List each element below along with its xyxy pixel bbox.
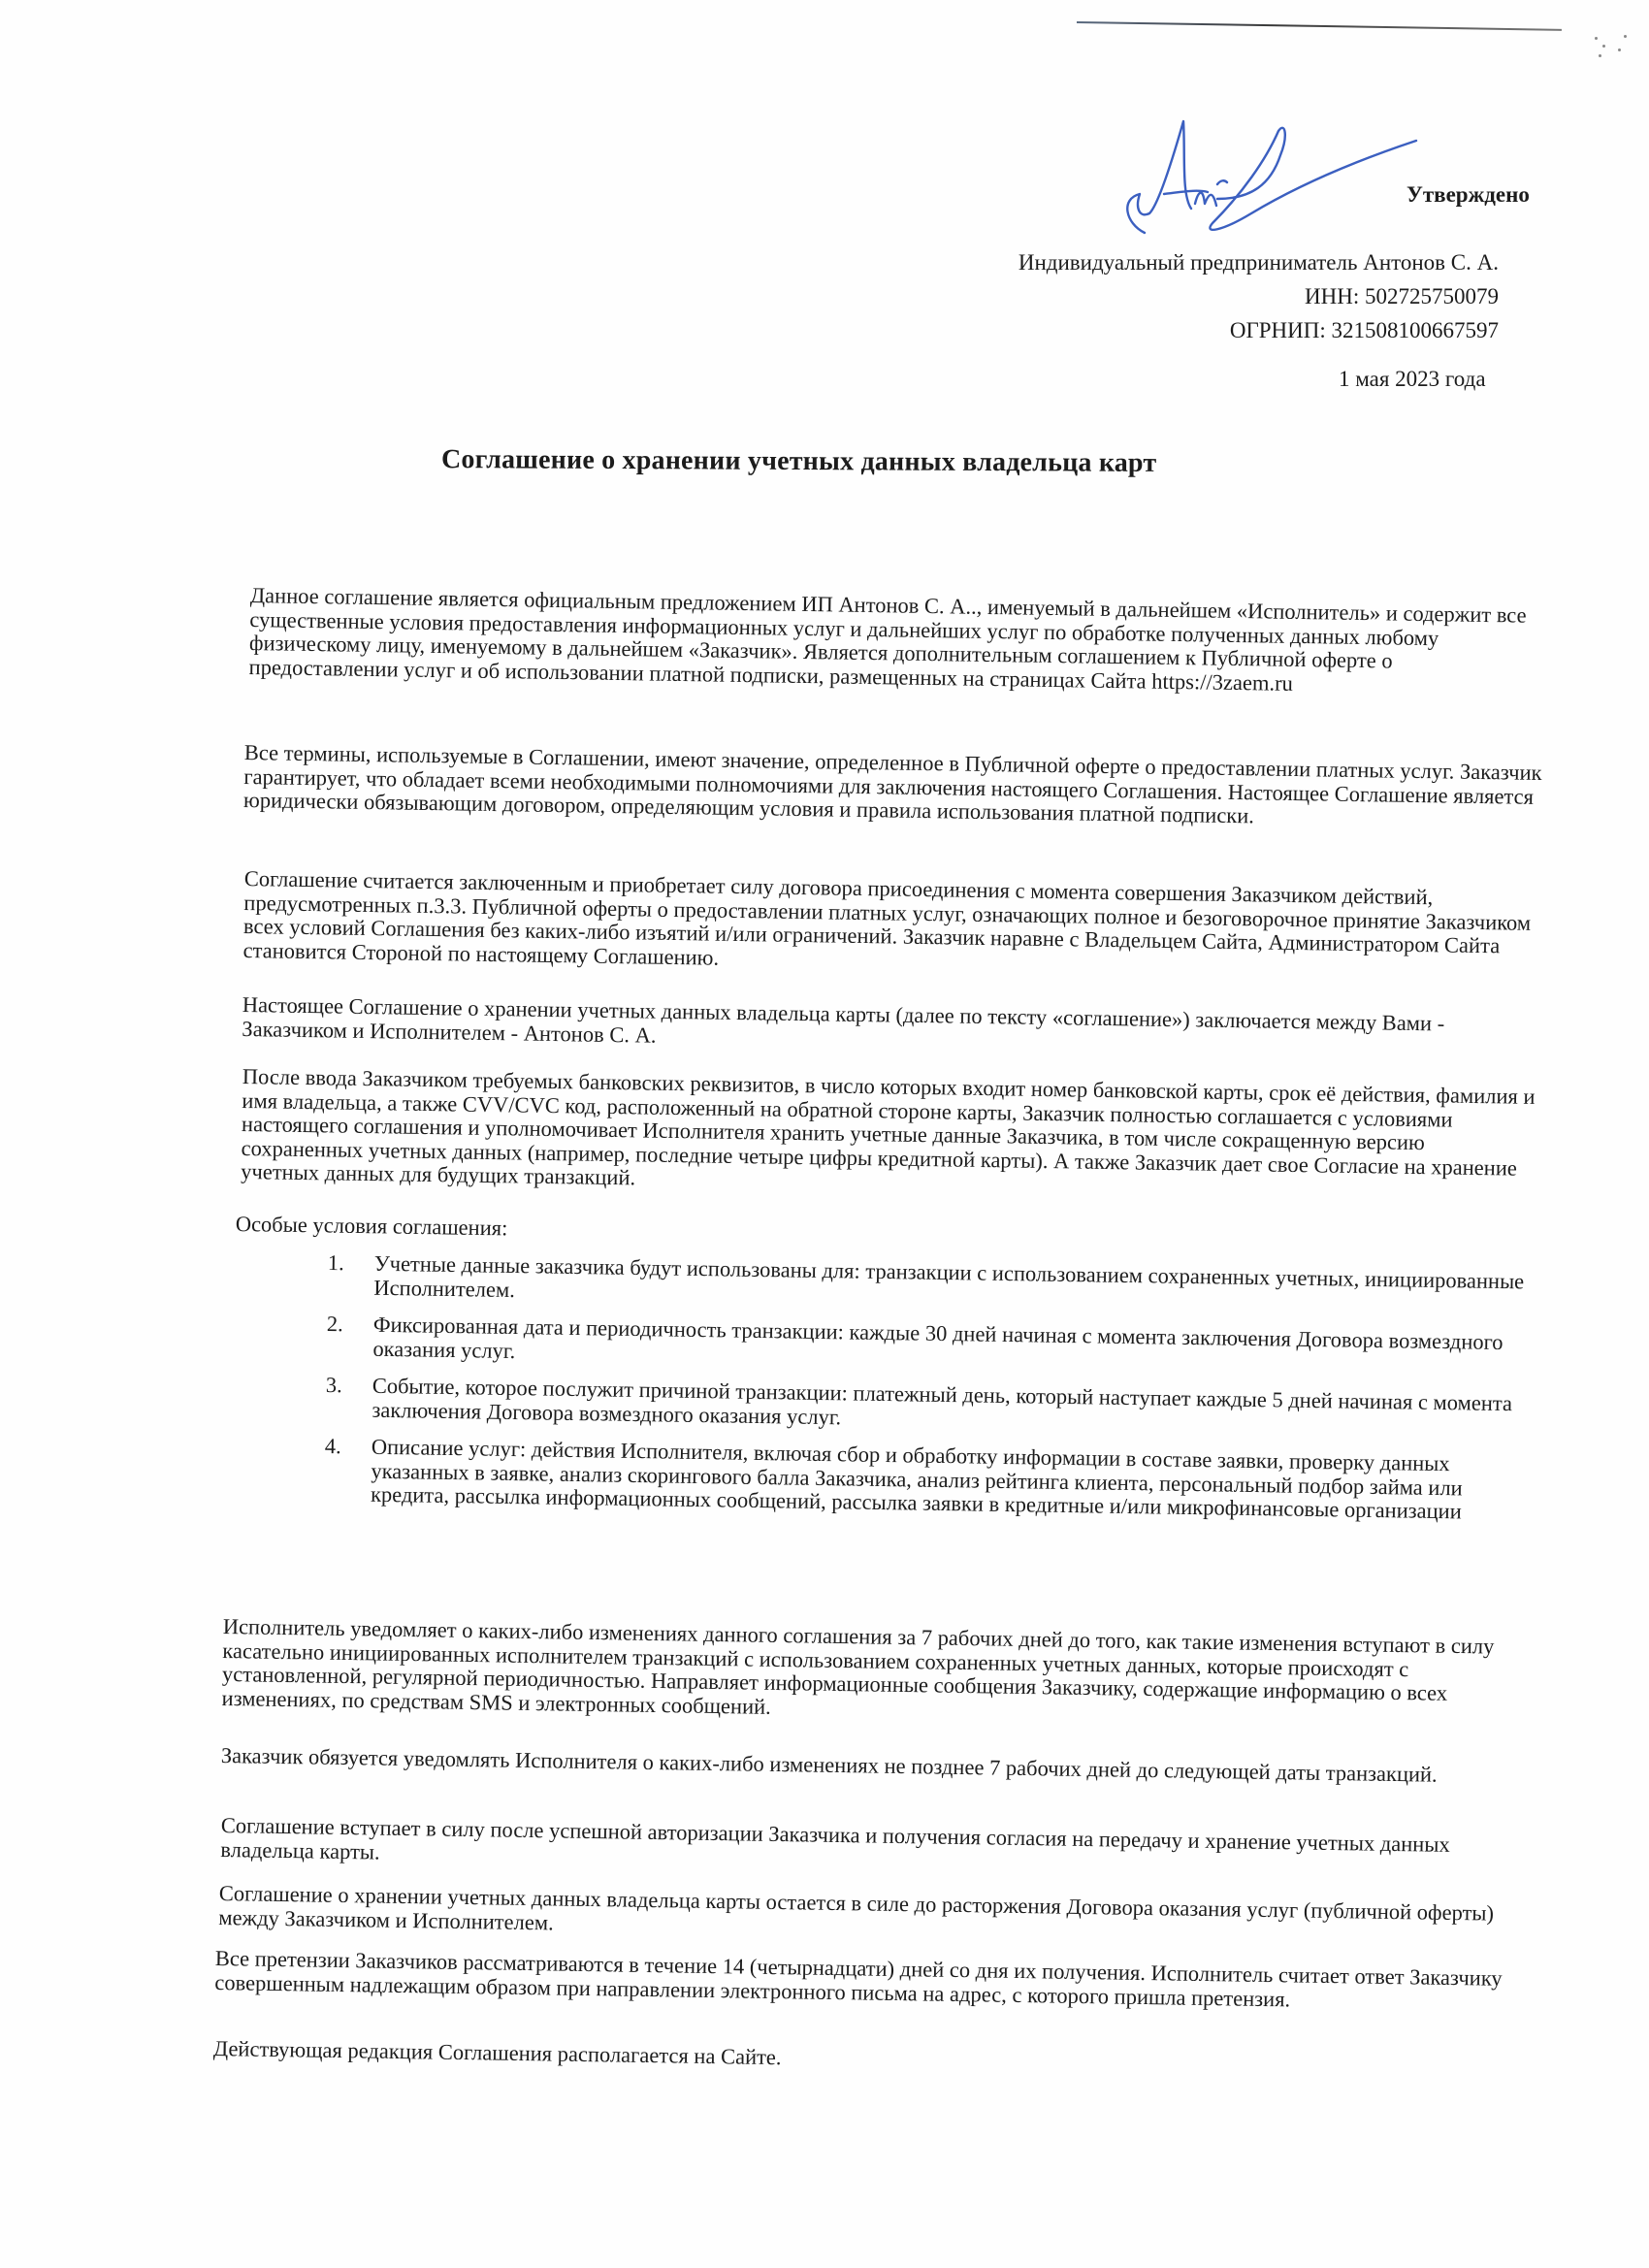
- list-text: Событие, которое послужит причиной транзакции: платежный день, который наступает каждые 5 дней начиная с момента заключения Договора возмездного оказания услуг.: [372, 1373, 1513, 1429]
- list-text: Учетные данные заказчика будут использованы для: транзакции с использованием сохраненных учетных, инициированные Исполнителем.: [373, 1250, 1525, 1302]
- list-number: 2.: [326, 1311, 343, 1337]
- paragraph-text: Все термины, используемые в Соглашении, имеют значение, определенное в Публичной оферте о предоставлении платных услуг. Заказчик гарантирует, что обладает всеми необходимыми полномочиями для заключения настоящего Соглашения. Настоящее Соглашение является юридически обязывающим договором, определяющим условия и правила использования платной подписки.: [242, 740, 1542, 828]
- paragraph-card-data: [241, 1065, 1542, 1205]
- approved-label: Утверждено: [1406, 182, 1530, 207]
- signature-icon: [1106, 116, 1426, 243]
- paragraph-customer-obligation: [221, 1744, 1545, 1789]
- paragraph-text: После ввода Заказчиком требуемых банковских реквизитов, в число которых входит номер банковской карты, срок её действия, фамилия и имя владельца, а также CVV/CVC код, расположенный на обратной стороне карты, Заказчик полностью соглашается с условиями настоящего соглашения и уполномочивает Исполнителя хранить учетные данные Заказчика, в том числе сокращенную версию сохраненных учетных данных (например, последние четыре цифры кредитной карты). А также Заказчик дает свое Согласие на хранение учетных данных для будущих транзакций.: [241, 1064, 1536, 1190]
- paragraph-notification: [221, 1615, 1546, 1731]
- list-text: Фиксированная дата и периодичность транзакции: каждые 30 дней начиная с момента заключения Договора возмездного оказания услуг.: [372, 1312, 1504, 1363]
- paragraph-intro: [248, 584, 1539, 699]
- paragraph-text: Исполнитель уведомляет о каких-либо изменениях данного соглашения за 7 рабочих дней до того, как такие изменения вступают в силу касательно инициированных исполнителем транзакций с использованием сохраненных учетных данных, которые происходят с установленной, регулярной периодичностью. Направляет информационные сообщения Заказчику, содержащие информацию о всех изменениях, по средствам SMS и электронных сообщений.: [221, 1614, 1495, 1719]
- inn-number: ИНН: 502725750079: [1305, 284, 1499, 308]
- list-item: [325, 1374, 1529, 1440]
- list-number: 4.: [324, 1433, 341, 1459]
- paragraph-validity: [218, 1882, 1543, 1950]
- list-item: [326, 1312, 1530, 1378]
- paragraph-claims: [214, 1947, 1549, 2016]
- paragraph-current-edition: [213, 2037, 1086, 2075]
- list-number: 3.: [325, 1372, 342, 1398]
- paragraph-text: Заказчик обязуется уведомлять Исполнителя о каких-либо изменениях не позднее 7 рабочих дней до следующей даты транзакций.: [220, 1743, 1438, 1787]
- paragraph-terms: [243, 741, 1544, 833]
- paragraph-parties: [242, 993, 1542, 1061]
- paragraph-text: Соглашение о хранении учетных данных владельца карты остается в силе до расторжения Договора оказания услуг (публичной оферты) между Заказчиком и Исполнителем.: [218, 1881, 1495, 1934]
- paragraph-text: Действующая редакция Соглашения располагается на Сайте.: [212, 2036, 782, 2070]
- list-text: Описание услуг: действия Исполнителя, включая сбор и обработку информации в составе заявки, проверку данных указанных в заявке, анализ скорингового балла Заказчика, анализ рейтинга клиента, персональный подбор займа или кредита, рассылка информационных сообщений, рассылка заявки в кредитные и/или микрофинансовые организации: [370, 1434, 1463, 1524]
- list-item: [324, 1435, 1528, 1525]
- scan-edge-line: [1077, 21, 1562, 31]
- scan-noise: [1591, 29, 1630, 68]
- list-item: [327, 1251, 1531, 1317]
- document-title: Соглашение о хранении учетных данных владельца карт: [440, 444, 1157, 478]
- special-conditions-heading: [236, 1213, 818, 1246]
- header-requisites: [1018, 245, 1499, 347]
- special-conditions-list: [324, 1251, 1531, 1539]
- paragraph-text: Особые условия соглашения:: [235, 1212, 508, 1241]
- paragraph-text: Настоящее Соглашение о хранении учетных данных владельца карты (далее по тексту «соглашение») заключается между Вами - Заказчиком и Исполнителем - Антонов С. А.: [242, 992, 1445, 1048]
- paragraph-text: Данное соглашение является официальным предложением ИП Антонов С. А.., именуемый в дальнейшем «Исполнитель» и содержит все существенные условия предоставления информационных услуг и дальнейших услуг по обработке полученных данных любому физическому лицу, именуемому в дальнейшем «Заказчик». Является дополнительным соглашением к Публичной оферте о предоставлении услуг и об использовании платной подписки, размещенных на страницах Сайта https://3zaem.ru: [248, 583, 1527, 696]
- paragraph-effective: [220, 1814, 1545, 1882]
- entrepreneur-name: Индивидуальный предприниматель Антонов С. А.: [1018, 250, 1499, 275]
- list-number: 1.: [327, 1250, 344, 1276]
- paragraph-conclusion: [242, 867, 1543, 983]
- document-date: 1 мая 2023 года: [1339, 367, 1486, 391]
- paragraph-text: Все претензии Заказчиков рассматриваются в течение 14 (четырнадцати) дней со дня их получения. Исполнитель считает ответ Заказчику совершенным надлежащим образом при направлении электронного письма на адрес, с которого пришла претензия.: [214, 1946, 1503, 2011]
- ogrnip-number: ОГРНИП: 321508100667597: [1229, 318, 1499, 342]
- paragraph-text: Соглашение вступает в силу после успешной авторизации Заказчика и получения согласия на передачу и хранение учетных данных владельца карты.: [220, 1813, 1450, 1864]
- paragraph-text: Соглашение считается заключенным и приобретает силу договора присоединения с момента совершения Заказчиком действий, предусмотренных п.3.3. Публичной оферты о предоставлении платных услуг, означающих полное и безоговорочное принятие Заказчиком всех условий Соглашения без каких-либо изъятий и/или ограничений. Заказчик наравне с Владельцем Сайта, Администратором Сайта становится Стороной по настоящему Соглашению.: [242, 866, 1532, 970]
